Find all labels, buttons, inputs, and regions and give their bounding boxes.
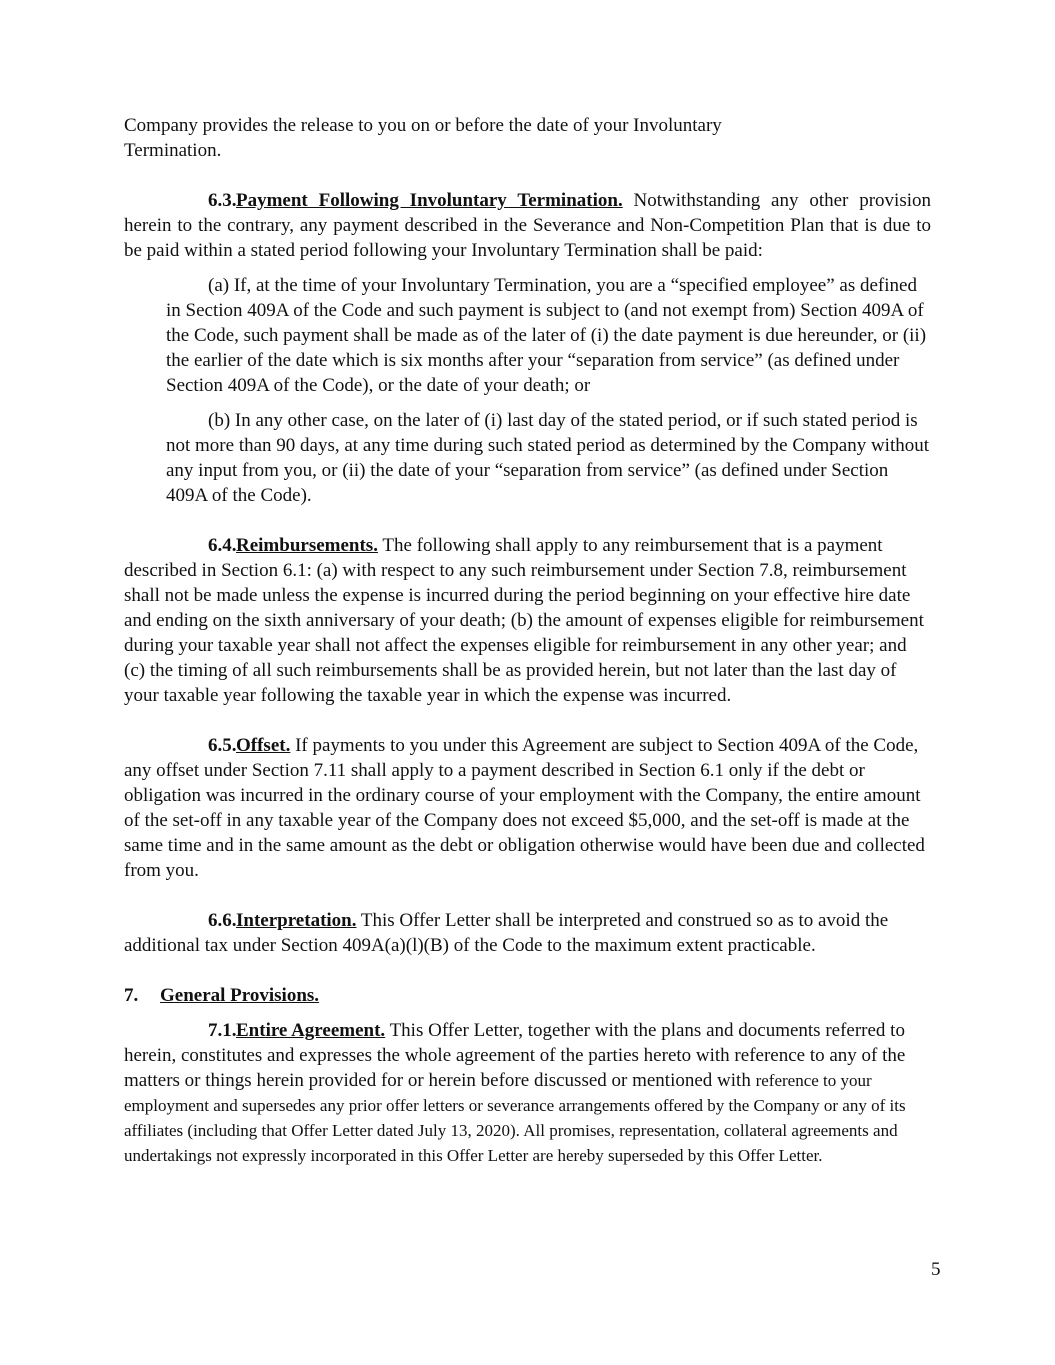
section-number: 7. (124, 985, 139, 1006)
section-text: This Offer Letter shall be interpreted and construed so as to avoid the additional tax under Section 409A(a)(l)(B) of the Code to the maximum extent practicable. (124, 910, 889, 956)
section-number: 6.5. (208, 735, 237, 756)
section-6-6 (124, 908, 931, 958)
section-7-1 (124, 1018, 931, 1168)
section-heading: Entire Agreement. (236, 1020, 386, 1041)
section-number: 7.1. (208, 1020, 237, 1041)
section-text: Notwithstanding any other provision herein to the contrary, any payment described in the Severance and Non-Competition Plan that is due to be paid within a stated period following your Involuntary Termination shall be paid: (124, 190, 931, 261)
section-6-3 (124, 188, 931, 263)
section-heading: Reimbursements. (236, 535, 378, 556)
section-6-5 (124, 733, 931, 883)
section-number: 6.6. (208, 910, 237, 931)
subsection-a: (a) If, at the time of your Involuntary Termination, you are a “specified employee” as defined in Section 409A of the Code and such payment is subject to (and not exempt from) Section 409A of the Code, such payment shall be made as of the later of (i) the date payment is due hereunder, or (ii) the earlier of the date which is six months after your “separation from service” (as defined under Section 409A of the Code), or the date of your death; or (166, 275, 927, 396)
page-number: 5 (931, 1259, 941, 1280)
section-7-heading (124, 983, 931, 1008)
document-page (124, 113, 931, 1168)
section-6-4 (124, 533, 931, 708)
section-text: If payments to you under this Agreement are subject to Section 409A of the Code, any offset under Section 7.11 shall apply to a payment described in Section 6.1 only if the debt or obligation was incurred in the ordinary course of your employment with the Company, the entire amount of the set-off in any taxable year of the Company does not exceed $5,000, and the set-off is made at the same time and in the same amount as the debt or obligation otherwise would have been due and collected from you. (124, 735, 925, 881)
section-heading: General Provisions. (160, 985, 320, 1006)
section-text: This Offer Letter, together with the plans and documents referred to herein, constitutes and expresses the whole agreement of the parties hereto with reference to any of the matters or things herein provided for or herein before discussed or mentioned with (124, 1020, 906, 1091)
section-number: 6.4. (208, 535, 237, 556)
section-text: The following shall apply to any reimbursement that is a payment described in Section 6.1: (a) with respect to any such reimbursement under Section 7.8, reimbursement shall not be made unless the expense is incurred during the period beginning on your effective hire date and ending on the sixth anniversary of your death; (b) the amount of expenses eligible for reimbursement during your taxable year shall not affect the expenses eligible for reimbursement in any other year; and (c) the timing of all such reimbursements shall be as provided herein, but not later than the last day of your taxable year following the taxable year in which the expense was incurred. (124, 535, 924, 706)
section-heading: Offset. (236, 735, 291, 756)
section-number: 6.3. (208, 190, 237, 211)
intro-paragraph: Company provides the release to you on or before the date of your Involuntary Termination. (124, 115, 722, 161)
section-text-small: reference to your employment and supersedes any prior offer letters or severance arrangements offered by the Company or any of its affiliates (including that Offer Letter dated July 13, 2020). All promises, representation, collateral agreements and undertakings not expressly incorporated in this Offer Letter are hereby superseded by this Offer Letter. (124, 1071, 906, 1165)
section-heading: Interpretation. (236, 910, 357, 931)
subsection-b: (b) In any other case, on the later of (i) last day of the stated period, or if such stated period is not more than 90 days, at any time during such stated period as determined by the Company without any input from you, or (ii) the date of your “separation from service” (as defined under Section 409A of the Code). (166, 410, 930, 506)
section-heading: Payment Following Involuntary Termination. (236, 190, 623, 211)
